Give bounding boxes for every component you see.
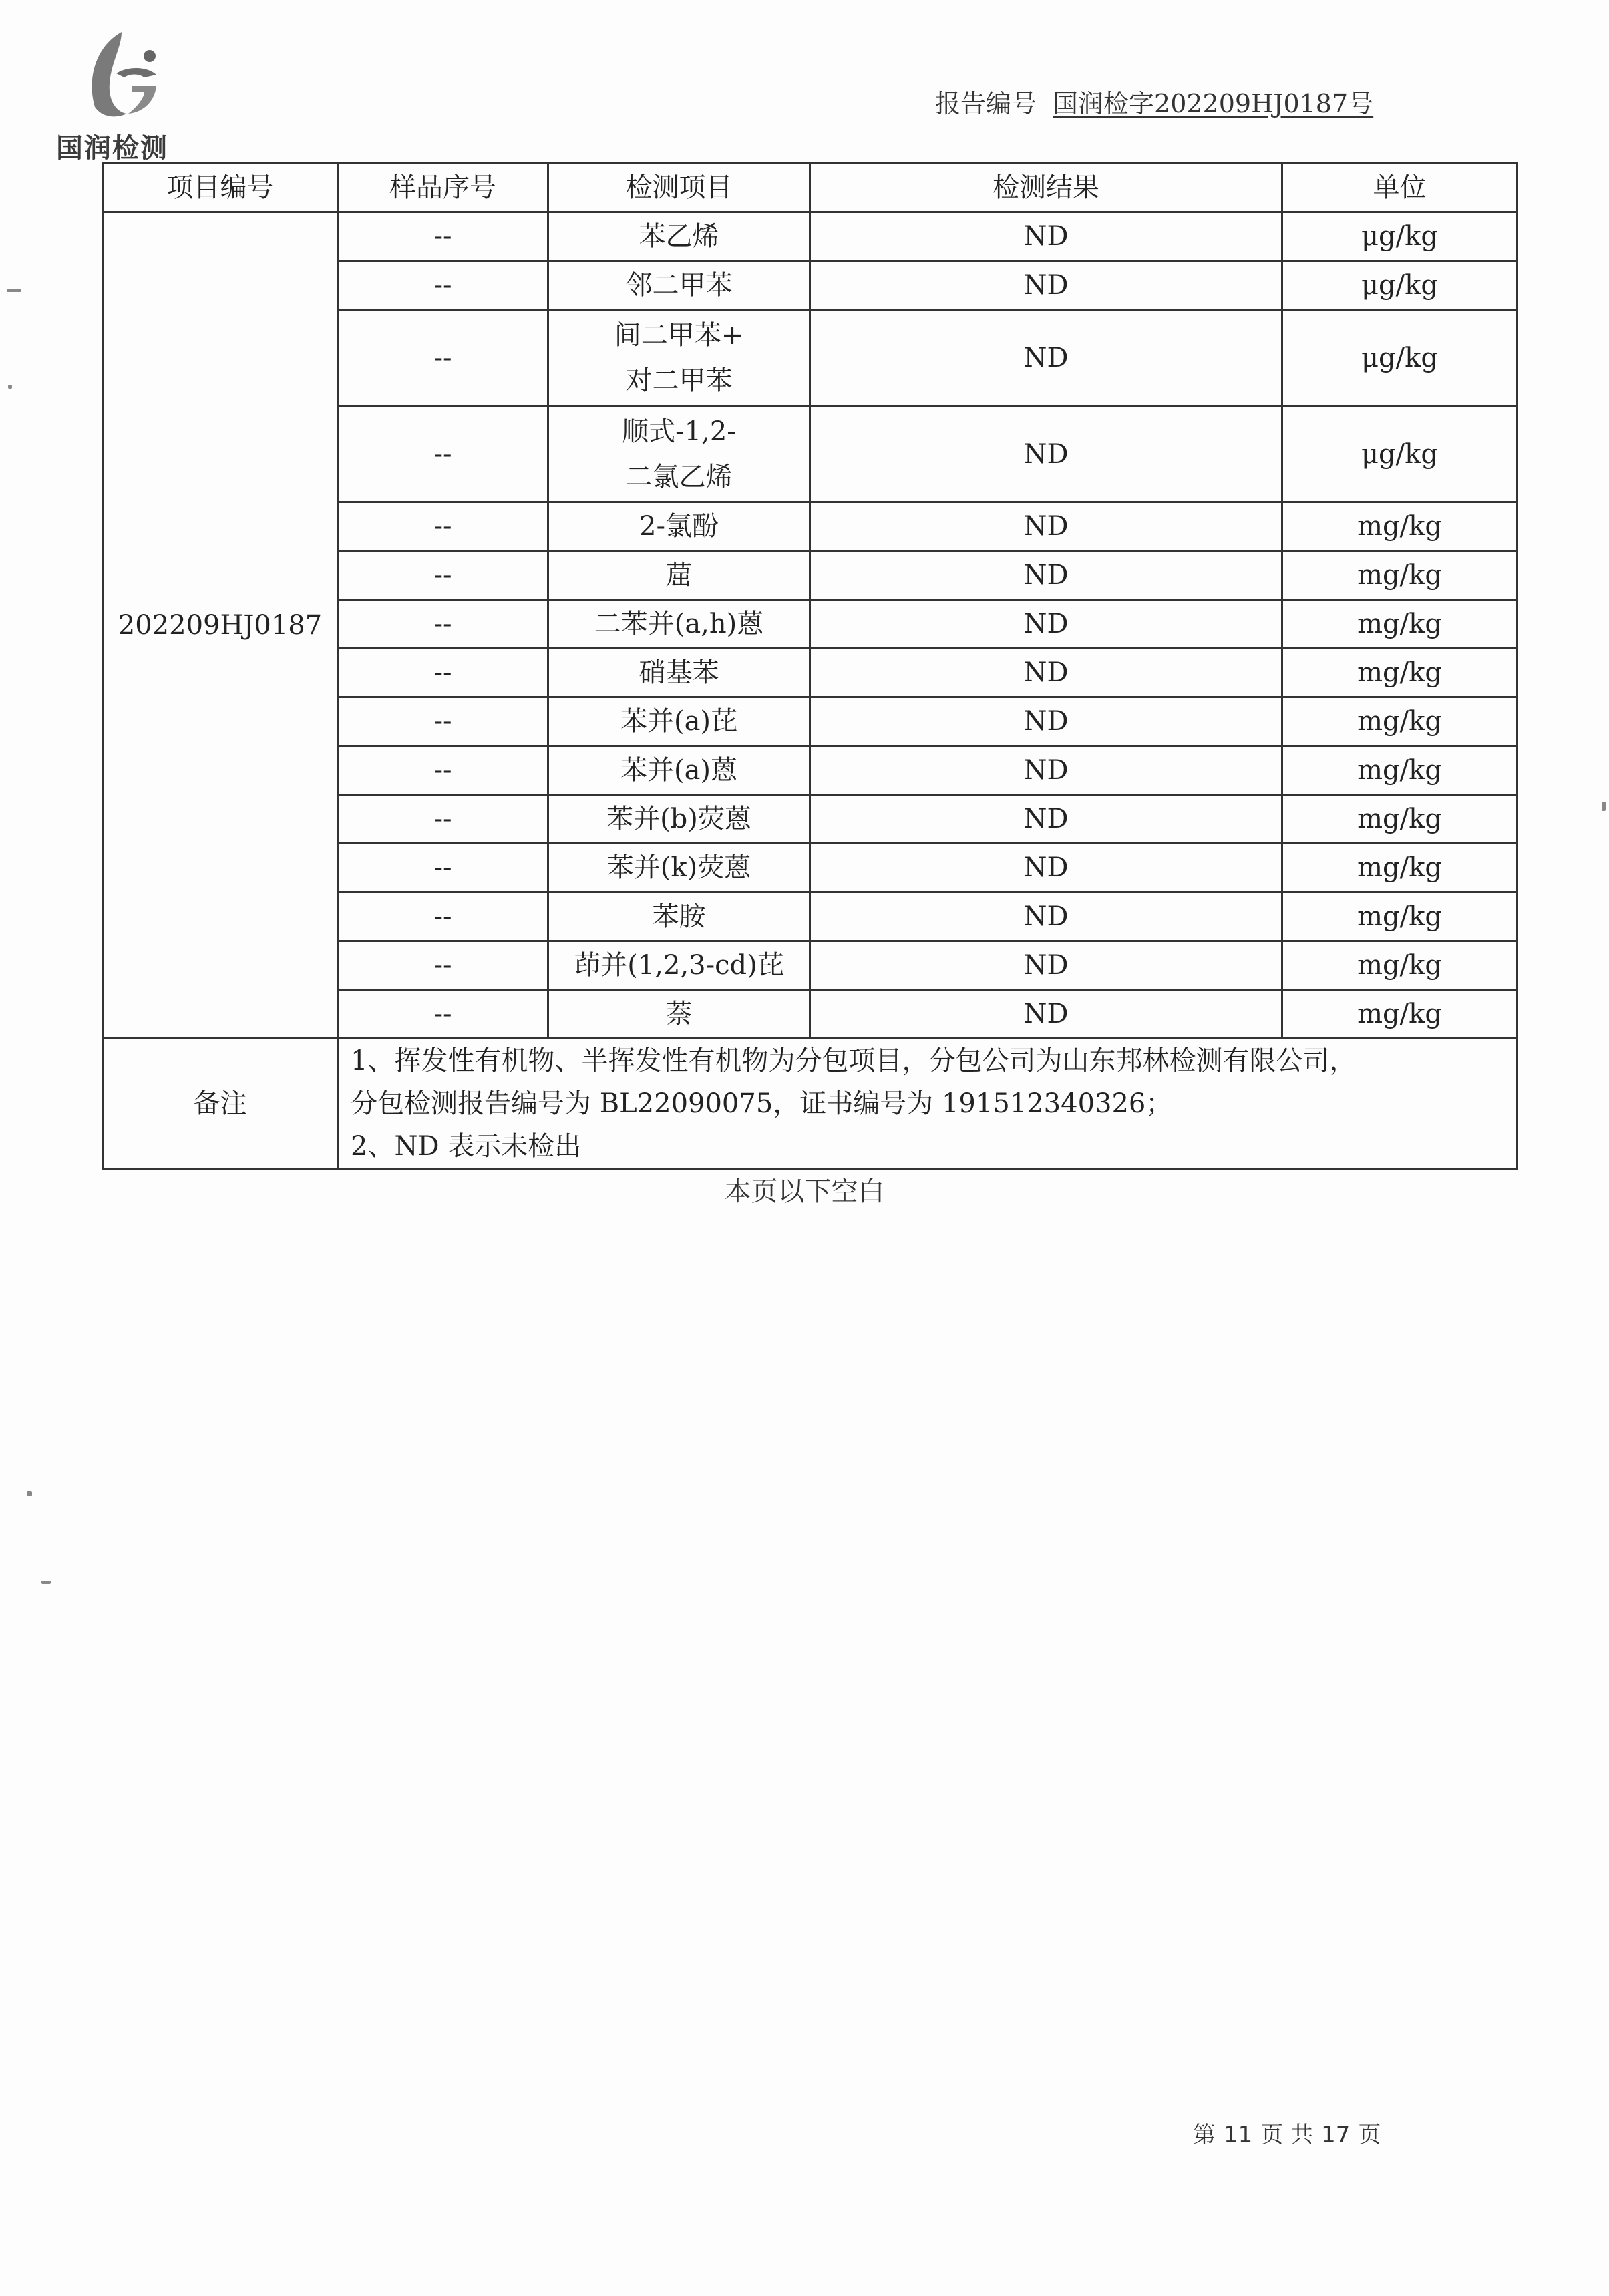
report-number [935,83,1373,120]
test-item-line: 苯乙烯 [639,221,719,252]
footer-mid: 页 共 [1260,2122,1314,2148]
test-item-cell [548,844,810,892]
test-item-line: 苯并(a)蒽 [620,755,738,786]
unit-cell: mg/kg [1282,551,1517,600]
test-item-cell [548,941,810,990]
sample-no-cell: -- [338,212,548,261]
test-item-cell [548,990,810,1039]
result-cell: ND [810,600,1282,649]
unit-cell: μg/kg [1282,406,1517,502]
page-footer [1193,2116,1389,2149]
page-number: 11 [1224,2122,1253,2148]
notes-text [338,1039,1517,1169]
scan-mark [27,1491,32,1496]
unit-cell: μg/kg [1282,261,1517,310]
test-item-line: 二氯乙烯 [625,461,733,492]
sample-no-cell: -- [338,892,548,941]
unit-cell: mg/kg [1282,600,1517,649]
scan-mark [1602,802,1606,811]
unit-cell: mg/kg [1282,746,1517,795]
unit-cell: mg/kg [1282,941,1517,990]
unit-cell: μg/kg [1282,212,1517,261]
result-cell: ND [810,697,1282,746]
sample-no-cell: -- [338,795,548,844]
result-cell: ND [810,990,1282,1039]
result-cell: ND [810,844,1282,892]
test-item-line: 䓛 [665,560,693,591]
test-item-cell [548,261,810,310]
sample-no-cell: -- [338,941,548,990]
sample-no-cell: -- [338,502,548,551]
unit-cell: mg/kg [1282,892,1517,941]
sample-no-cell: -- [338,310,548,406]
test-item-cell [548,697,810,746]
scan-mark [7,289,21,292]
logo-mark-icon [75,27,175,127]
test-item-line: 二苯并(a,h)蒽 [594,609,764,639]
unit-cell: μg/kg [1282,310,1517,406]
sample-no-cell: -- [338,990,548,1039]
test-item-cell [548,795,810,844]
column-header: 检测项目 [548,164,810,212]
unit-cell: mg/kg [1282,844,1517,892]
test-item-cell [548,551,810,600]
result-cell: ND [810,892,1282,941]
test-item-cell [548,892,810,941]
test-item-line: 萘 [665,999,693,1029]
test-item-line: 苯胺 [652,901,706,932]
column-header: 项目编号 [103,164,338,212]
test-item-cell [548,746,810,795]
result-cell: ND [810,310,1282,406]
scan-mark [41,1581,51,1584]
result-cell: ND [810,649,1282,697]
footer-suffix: 页 [1358,2122,1381,2148]
company-logo [56,27,190,167]
test-item-line: 苯并(b)荧蒽 [606,804,751,834]
test-item-cell [548,212,810,261]
notes-line: 1、挥发性有机物、半挥发性有机物为分包项目，分包公司为山东邦林检测有限公司， [351,1045,1357,1076]
test-item-line: 邻二甲苯 [625,270,733,301]
table-header-row [103,164,1517,212]
test-item-cell [548,310,810,406]
test-item-cell [548,406,810,502]
notes-label: 备注 [103,1039,338,1169]
scan-mark [8,385,12,389]
report-number-label: 报告编号 [935,89,1037,118]
table-row [103,212,1517,261]
unit-cell: mg/kg [1282,697,1517,746]
column-header: 样品序号 [338,164,548,212]
sample-no-cell: -- [338,600,548,649]
test-item-line: 间二甲苯+ [614,319,744,351]
test-item-line: 硝基苯 [639,657,719,688]
sample-no-cell: -- [338,649,548,697]
project-id-cell: 202209HJ0187 [103,212,338,1039]
sample-no-cell: -- [338,261,548,310]
notes-line: 2、ND 表示未检出 [351,1131,582,1162]
logo-text: 国润检测 [56,133,168,164]
test-item-line: 2-氯酚 [639,511,719,542]
result-cell: ND [810,746,1282,795]
sample-no-cell: -- [338,697,548,746]
result-cell: ND [810,261,1282,310]
results-table [102,162,1518,1170]
sample-no-cell: -- [338,551,548,600]
test-item-cell [548,502,810,551]
result-cell: ND [810,212,1282,261]
unit-cell: mg/kg [1282,502,1517,551]
test-item-line: 茚并(1,2,3-cd)芘 [574,950,784,981]
notes-line: 分包检测报告编号为 BL22090075，证书编号为 191512340326； [351,1088,1173,1119]
unit-cell: mg/kg [1282,795,1517,844]
column-header: 单位 [1282,164,1517,212]
sample-no-cell: -- [338,746,548,795]
sample-no-cell: -- [338,844,548,892]
result-cell: ND [810,551,1282,600]
column-header: 检测结果 [810,164,1282,212]
test-item-line: 苯并(a)芘 [620,706,738,737]
notes-row [103,1039,1517,1169]
unit-cell: mg/kg [1282,649,1517,697]
footer-prefix: 第 [1193,2122,1216,2148]
test-item-cell [548,600,810,649]
result-cell: ND [810,502,1282,551]
test-item-line: 苯并(k)荧蒽 [606,852,751,883]
blank-below-note: 本页以下空白 [724,1176,885,1207]
sample-no-cell: -- [338,406,548,502]
result-cell: ND [810,941,1282,990]
test-item-line: 对二甲苯 [625,365,733,396]
test-item-cell [548,649,810,697]
result-cell: ND [810,795,1282,844]
total-pages: 17 [1321,2122,1351,2148]
test-item-line: 顺式-1,2- [622,416,736,447]
report-number-value: 国润检字202209HJ0187号 [1053,89,1374,118]
result-cell: ND [810,406,1282,502]
unit-cell: mg/kg [1282,990,1517,1039]
